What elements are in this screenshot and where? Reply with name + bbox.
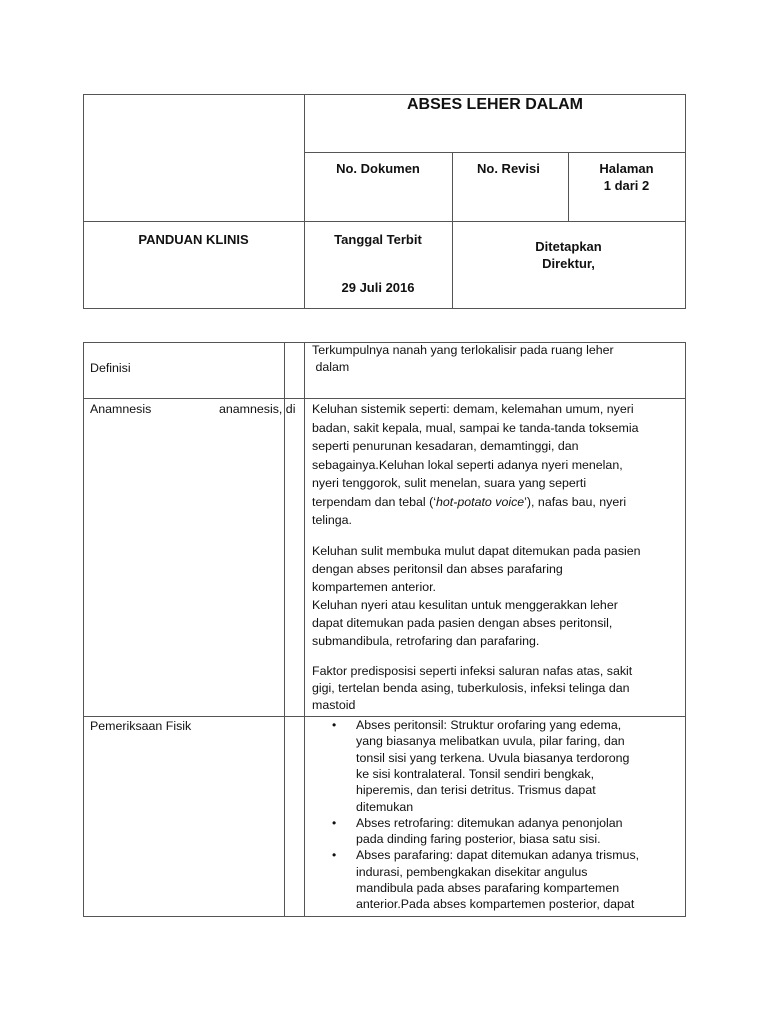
- anamnesis-stray-text: anamnesis, di: [219, 402, 296, 416]
- bullet-icon: •: [332, 718, 337, 732]
- anamnesis-p2-line: dengan abses peritonsil dan abses parafaring: [312, 562, 563, 576]
- list-line: Abses parafaring: dapat ditemukan adanya trismus,: [356, 848, 640, 863]
- list-line: mandibula pada abses parafaring kompartemen: [356, 881, 620, 895]
- page-value: 1 dari 2: [603, 178, 650, 193]
- list-line: hiperemis, dan terisi detritus. Trismus dapat: [356, 783, 596, 798]
- anamnesis-p3-line: gigi, tertelan benda asing, tuberkulosis, infeksi telinga dan: [312, 681, 630, 695]
- page-label: Halaman: [599, 161, 654, 176]
- text-after-quote: ’), nafas bau, nyeri: [524, 494, 627, 509]
- anamnesis-label: Anamnesis: [90, 402, 152, 416]
- anamnesis-overflow-clip: [200, 400, 304, 420]
- list-line: pada dinding faring posterior, biasa satu sisi.: [356, 832, 601, 847]
- list-line: indurasi, pembengkakan disekitar angulus: [356, 864, 588, 879]
- anamnesis-p3-line: Faktor predisposisi seperti infeksi saluran nafas atas, sakit: [312, 664, 633, 678]
- anamnesis-p1-line: badan, sakit kepala, mual, sampai ke tanda-tanda toksemia: [312, 420, 639, 435]
- approved-label: Ditetapkan: [535, 239, 602, 254]
- anamnesis-p2-line: Keluhan nyeri atau kesulitan untuk menggerakkan leher: [312, 598, 618, 612]
- bullet-icon: •: [332, 815, 337, 830]
- guide-type: PANDUAN KLINIS: [138, 232, 249, 247]
- anamnesis-p2-line: submandibula, retrofaring dan parafaring.: [312, 634, 540, 648]
- physical-exam-list: [305, 717, 685, 916]
- anamnesis-p2-line: kompartemen anterior.: [312, 580, 436, 594]
- text-before-quote: terpendam dan tebal (‘: [312, 494, 436, 509]
- bullet-icon: •: [332, 848, 337, 863]
- anamnesis-p1-line: [312, 493, 626, 512]
- issue-date-label: Tanggal Terbit: [334, 232, 422, 247]
- director-label: Direktur,: [542, 256, 595, 271]
- anamnesis-p1-line: telinga.: [312, 513, 352, 527]
- anamnesis-p1-line: sebagainya.Keluhan lokal seperti adanya nyeri menelan,: [312, 457, 623, 472]
- list-line: ditemukan: [356, 799, 414, 814]
- list-line: anterior.Pada abses kompartemen posterior, dapat: [356, 897, 635, 912]
- anamnesis-p1-line: Keluhan sistemik seperti: demam, kelemahan umum, nyeri: [312, 402, 634, 416]
- hot-potato-voice-term: hot-potato voice: [436, 494, 525, 509]
- issue-date-value: 29 Juli 2016: [341, 280, 415, 295]
- list-line: yang biasanya melibatkan uvula, pilar faring, dan: [356, 734, 625, 749]
- definition-label: Definisi: [90, 361, 131, 375]
- list-line: tonsil sisi yang terkena. Uvula biasanya terdorong: [356, 750, 630, 765]
- anamnesis-p3-line: mastoid: [312, 698, 356, 712]
- revision-label: No. Revisi: [477, 161, 540, 176]
- list-line: Abses peritonsil: Struktur orofaring yang edema,: [356, 718, 622, 732]
- anamnesis-p1-line: nyeri tenggorok, sulit menelan, suara yang seperti: [312, 476, 587, 490]
- definition-line-2: dalam: [312, 360, 350, 374]
- document-title: ABSES LEHER DALAM: [406, 96, 583, 113]
- list-line: ke sisi kontralateral. Tonsil sendiri bengkak,: [356, 766, 595, 781]
- list-line: Abses retrofaring: ditemukan adanya penonjolan: [356, 815, 623, 830]
- anamnesis-p2-line: dapat ditemukan pada pasien dengan abses peritonsil,: [312, 616, 613, 630]
- physical-exam-label: Pemeriksaan Fisik: [90, 719, 192, 733]
- anamnesis-p1-line: seperti penurunan kesadaran, demamtinggi, dan: [312, 439, 579, 453]
- doc-number-label: No. Dokumen: [336, 161, 420, 176]
- definition-line-1: Terkumpulnya nanah yang terlokalisir pada ruang leher: [312, 343, 614, 357]
- anamnesis-p2-line: Keluhan sulit membuka mulut dapat ditemukan pada pasien: [312, 544, 641, 558]
